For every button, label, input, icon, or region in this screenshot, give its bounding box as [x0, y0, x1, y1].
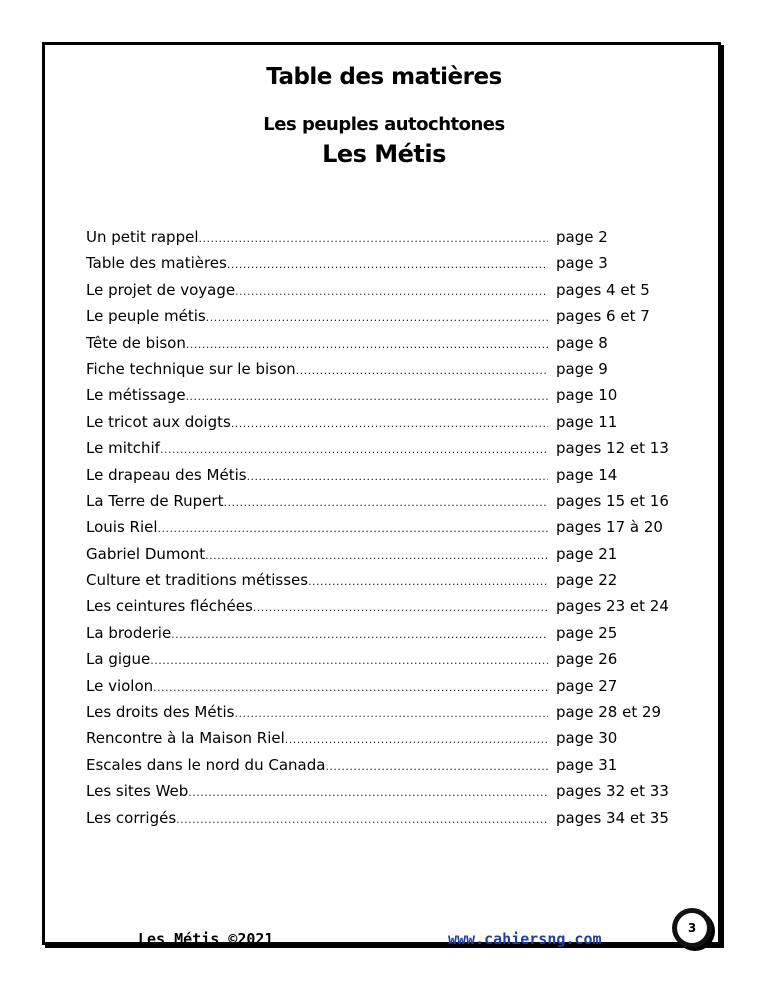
toc-entry: [86, 360, 686, 386]
toc-leader: [186, 390, 548, 403]
toc-leader: [247, 470, 548, 483]
toc-leader: [188, 786, 548, 799]
toc-label: Le peuple métis: [86, 307, 206, 326]
toc-label: Le violon: [86, 676, 154, 695]
toc-leader: [171, 628, 548, 641]
toc-entry: [86, 492, 686, 518]
toc-entry: [86, 228, 686, 254]
toc-leader: [223, 496, 548, 509]
toc-leader: [160, 443, 548, 456]
toc-page: pages 34 et 35: [556, 808, 669, 827]
toc-page: pages 6 et 7: [556, 307, 650, 326]
toc-page: page 28 et 29: [556, 703, 662, 722]
toc-entry: [86, 439, 686, 465]
toc-label: Table des matières: [86, 254, 227, 273]
toc-entry: [86, 518, 686, 544]
toc-label: Le projet de voyage: [86, 280, 236, 299]
toc-entry: [86, 334, 686, 360]
toc-label: Le tricot aux doigts: [86, 412, 231, 431]
table-of-contents: [86, 228, 686, 835]
toc-leader: [296, 364, 548, 377]
toc-label: Les droits des Métis: [86, 703, 235, 722]
toc-label: Les corrigés: [86, 808, 177, 827]
toc-entry: [86, 782, 686, 808]
toc-page: page 10: [556, 386, 618, 405]
page-number-badge: [672, 908, 712, 948]
toc-leader: [253, 601, 548, 614]
footer-website-link[interactable]: www.cahiersng.com: [448, 930, 602, 948]
toc-page: pages 15 et 16: [556, 491, 669, 510]
toc-label: Culture et traditions métisses: [86, 571, 309, 590]
toc-entry: [86, 677, 686, 703]
page-number: 3: [677, 913, 707, 943]
toc-page: page 27: [556, 676, 618, 695]
toc-entry: [86, 281, 686, 307]
toc-entry: [86, 386, 686, 412]
page-title: Table des matières: [266, 64, 502, 90]
toc-leader: [206, 311, 548, 324]
toc-page: pages 4 et 5: [556, 280, 650, 299]
toc-page: pages 23 et 24: [556, 597, 669, 616]
toc-leader: [235, 285, 548, 298]
toc-entry: [86, 756, 686, 782]
toc-label: Fiche technique sur le bison: [86, 359, 296, 378]
toc-leader: [153, 681, 548, 694]
toc-page: page 21: [556, 544, 618, 563]
toc-leader: [227, 258, 548, 271]
toc-page: pages 17 à 20: [556, 518, 663, 537]
toc-page: page 2: [556, 228, 608, 246]
toc-label: Un petit rappel: [86, 228, 199, 246]
toc-entry: [86, 809, 686, 835]
toc-entry: [86, 307, 686, 333]
toc-leader: [308, 575, 548, 588]
page-subtitle: Les peuples autochtones: [263, 114, 505, 135]
toc-label: Le mitchif: [86, 439, 160, 458]
toc-page: page 8: [556, 333, 608, 352]
toc-leader: [205, 549, 548, 562]
toc-page: page 9: [556, 359, 608, 378]
toc-label: Rencontre à la Maison Riel: [86, 729, 285, 748]
toc-entry: [86, 413, 686, 439]
page-heading: Les Métis: [322, 140, 446, 168]
toc-label: Les sites Web: [86, 782, 189, 801]
toc-entry: [86, 466, 686, 492]
toc-entry: [86, 571, 686, 597]
toc-leader: [234, 707, 548, 720]
toc-label: Le drapeau des Métis: [86, 465, 247, 484]
toc-page: page 25: [556, 623, 618, 642]
toc-entry: [86, 597, 686, 623]
toc-label: Le métissage: [86, 386, 186, 405]
toc-leader: [199, 232, 549, 245]
toc-leader: [176, 813, 548, 826]
toc-leader: [325, 760, 548, 773]
toc-leader: [186, 338, 548, 351]
toc-entry: [86, 703, 686, 729]
toc-label: Escales dans le nord du Canada: [86, 755, 326, 774]
toc-label: La gigue: [86, 650, 151, 669]
toc-entry: [86, 624, 686, 650]
toc-leader: [231, 417, 548, 430]
toc-leader: [285, 733, 548, 746]
toc-label: Tête de bison: [86, 333, 186, 352]
toc-page: page 3: [556, 254, 608, 273]
toc-label: Louis Riel: [86, 518, 158, 537]
toc-entry: [86, 729, 686, 755]
toc-page: page 11: [556, 412, 618, 431]
toc-page: page 26: [556, 650, 618, 669]
toc-leader: [158, 522, 548, 535]
toc-page: page 22: [556, 571, 618, 590]
toc-page: page 31: [556, 755, 618, 774]
toc-label: La Terre de Rupert: [86, 491, 224, 510]
toc-label: Gabriel Dumont: [86, 544, 206, 563]
toc-label: La broderie: [86, 623, 172, 642]
toc-page: pages 12 et 13: [556, 439, 669, 458]
toc-entry: [86, 650, 686, 676]
toc-page: page 14: [556, 465, 618, 484]
toc-label: Les ceintures fléchées: [86, 597, 253, 616]
toc-leader: [150, 654, 548, 667]
toc-entry: [86, 545, 686, 571]
toc-entry: [86, 254, 686, 280]
toc-page: page 30: [556, 729, 618, 748]
toc-page: pages 32 et 33: [556, 782, 669, 801]
footer-copyright: Les Métis ©2021: [138, 930, 274, 948]
